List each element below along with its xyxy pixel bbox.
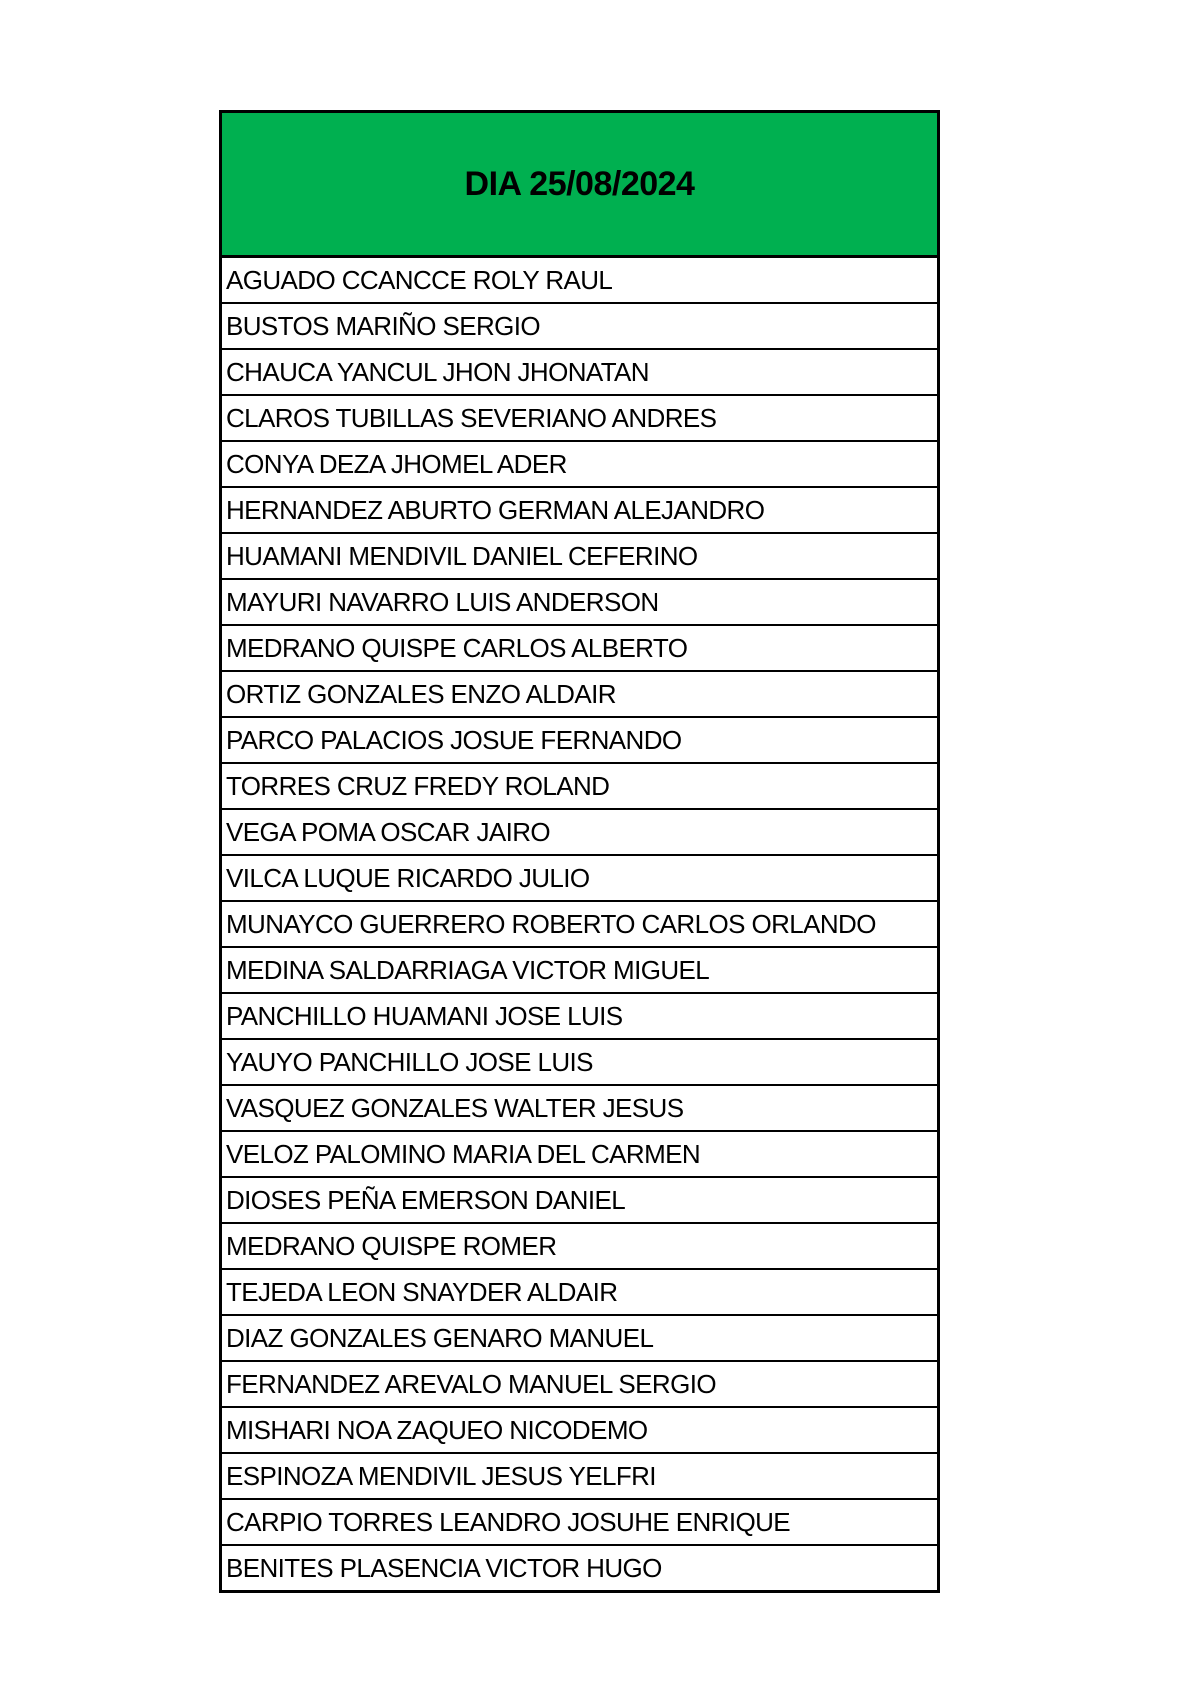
table-row	[221, 947, 939, 993]
table-row	[221, 533, 939, 579]
table-row	[221, 901, 939, 947]
table-row	[221, 809, 939, 855]
table-row	[221, 303, 939, 349]
table-row	[221, 1361, 939, 1407]
table-row	[221, 257, 939, 304]
name-cell: PANCHILLO HUAMANI JOSE LUIS	[221, 993, 939, 1039]
table-row	[221, 763, 939, 809]
name-cell: HUAMANI MENDIVIL DANIEL CEFERINO	[221, 533, 939, 579]
table-row	[221, 717, 939, 763]
name-cell: CLAROS TUBILLAS SEVERIANO ANDRES	[221, 395, 939, 441]
name-cell: MEDRANO QUISPE ROMER	[221, 1223, 939, 1269]
name-cell: HERNANDEZ ABURTO GERMAN ALEJANDRO	[221, 487, 939, 533]
name-cell: VELOZ PALOMINO MARIA DEL CARMEN	[221, 1131, 939, 1177]
name-cell: DIAZ GONZALES GENARO MANUEL	[221, 1315, 939, 1361]
name-cell: MEDRANO QUISPE CARLOS ALBERTO	[221, 625, 939, 671]
name-cell: AGUADO CCANCCE ROLY RAUL	[226, 265, 613, 295]
date-header: DIA 25/08/2024	[221, 112, 939, 257]
name-cell: CHAUCA YANCUL JHON JHONATAN	[221, 349, 939, 395]
name-cell: VEGA POMA OSCAR JAIRO	[221, 809, 939, 855]
table-row	[221, 1177, 939, 1223]
table-row	[221, 993, 939, 1039]
table-row	[221, 1039, 939, 1085]
name-cell: MISHARI NOA ZAQUEO NICODEMO	[221, 1407, 939, 1453]
table-row	[221, 1223, 939, 1269]
name-cell: ORTIZ GONZALES ENZO ALDAIR	[221, 671, 939, 717]
name-cell: TEJEDA LEON SNAYDER ALDAIR	[221, 1269, 939, 1315]
table-row	[221, 349, 939, 395]
name-cell: YAUYO PANCHILLO JOSE LUIS	[221, 1039, 939, 1085]
table-row	[221, 1499, 939, 1545]
name-cell: FERNANDEZ AREVALO MANUEL SERGIO	[221, 1361, 939, 1407]
name-cell: ESPINOZA MENDIVIL JESUS YELFRI	[221, 1453, 939, 1499]
name-cell: DIOSES PEÑA EMERSON DANIEL	[221, 1177, 939, 1223]
table-row	[221, 1545, 939, 1592]
name-cell: CONYA DEZA JHOMEL ADER	[221, 441, 939, 487]
table-row	[221, 1085, 939, 1131]
name-cell: PARCO PALACIOS JOSUE FERNANDO	[221, 717, 939, 763]
table-row	[221, 625, 939, 671]
name-cell: BENITES PLASENCIA VICTOR HUGO	[221, 1545, 939, 1592]
name-cell: BUSTOS MARIÑO SERGIO	[221, 303, 939, 349]
table-row	[221, 1131, 939, 1177]
name-cell: MEDINA SALDARRIAGA VICTOR MIGUEL	[221, 947, 939, 993]
name-cell: CARPIO TORRES LEANDRO JOSUHE ENRIQUE	[221, 1499, 939, 1545]
table-row	[221, 579, 939, 625]
table-row	[221, 1453, 939, 1499]
table-row	[221, 1407, 939, 1453]
table-row	[221, 1269, 939, 1315]
table-row	[221, 487, 939, 533]
name-cell: VASQUEZ GONZALES WALTER JESUS	[221, 1085, 939, 1131]
name-cell: MUNAYCO GUERRERO ROBERTO CARLOS ORLANDO	[221, 901, 939, 947]
name-cell: VILCA LUQUE RICARDO JULIO	[221, 855, 939, 901]
table-row	[221, 441, 939, 487]
header-row	[221, 112, 939, 257]
names-table	[219, 110, 940, 1593]
names-list	[221, 257, 939, 1592]
name-cell: MAYURI NAVARRO LUIS ANDERSON	[221, 579, 939, 625]
table-row	[221, 671, 939, 717]
name-cell: TORRES CRUZ FREDY ROLAND	[221, 763, 939, 809]
table-row	[221, 855, 939, 901]
table-row	[221, 395, 939, 441]
table-row	[221, 1315, 939, 1361]
